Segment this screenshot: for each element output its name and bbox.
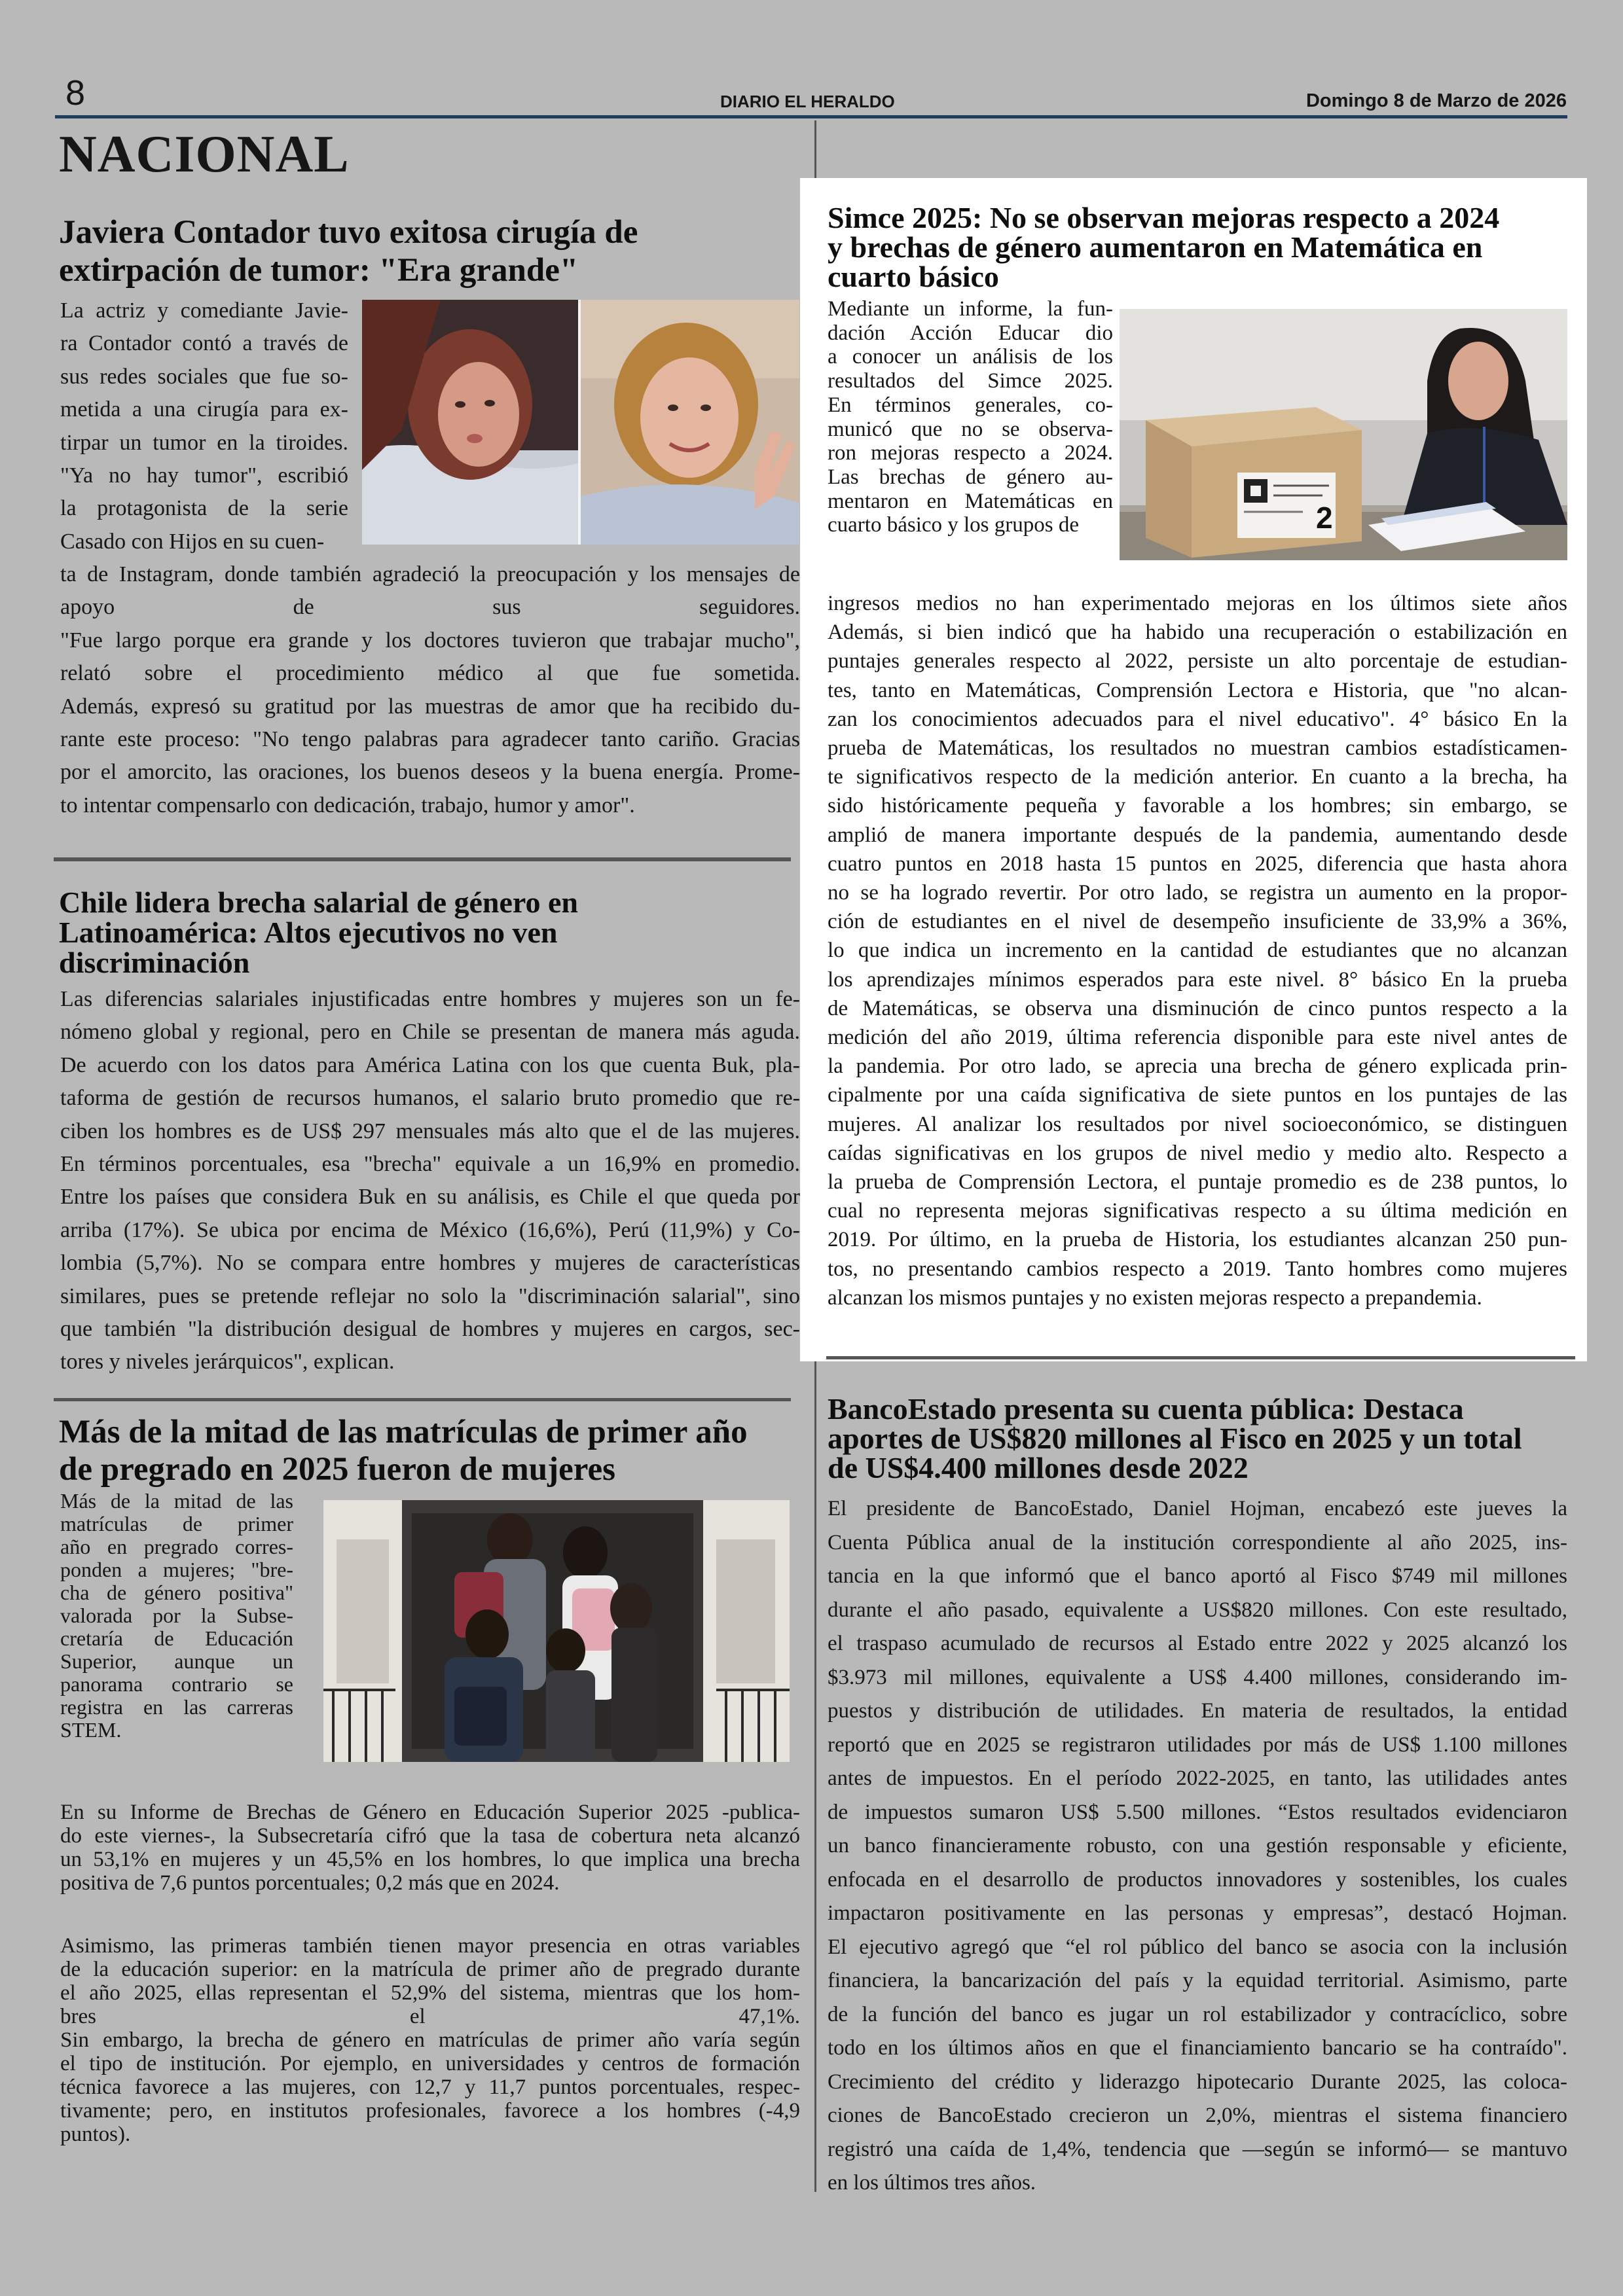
- matriculas-line: el tipo de institución. Por ejemplo, en universidades y centros de formación: [60, 2052, 800, 2075]
- brecha-salarial-line: arriba (17%). Se ubica por encima de México (16,6%), Perú (11,9%) y Co-: [60, 1217, 800, 1242]
- matriculas-line: do este viernes-, la Subsecretaría cifró que la tasa de cobertura neta alcanzó: [60, 1824, 800, 1848]
- article-separator: [54, 857, 791, 861]
- contador-line: "Fue largo porque era grande y los doctores tuvieron que trabajar mucho",: [60, 628, 800, 653]
- simce-line: cual no representa mejoras significativas respecto a su última medición en: [828, 1199, 1567, 1223]
- matriculas-line: puntos).: [60, 2123, 131, 2146]
- brecha-salarial-line: En términos porcentuales, esa "brecha" equivale a un 16,9% en promedio.: [60, 1152, 800, 1177]
- brecha-salarial-line: taforma de gestión de recursos humanos, el salario bruto promedio que re-: [60, 1086, 800, 1111]
- bancoestado-line: durante el año pasado, equivalente a US$820 millones. Con este resultado,: [828, 1598, 1567, 1622]
- simce-line: En términos generales, co-: [828, 393, 1113, 417]
- bancoestado-line: Crecimiento del crédito y liderazgo hipotecario Durante 2025, las coloca-: [828, 2070, 1567, 2094]
- brecha-salarial-line: ciben los hombres es de US$ 297 mensuales más alto que el de las mujeres.: [60, 1119, 800, 1143]
- contador-line: relató sobre el procedimiento médico al que fue sometida.: [60, 661, 800, 686]
- matriculas-body-wrap: [60, 1490, 293, 1742]
- contador-line: rante este proceso: "No tengo palabras para agradecer tanto cariño. Gracias: [60, 727, 800, 752]
- simce-photo: [1120, 309, 1567, 560]
- simce-line: te significativos respecto de la medición anterior. En cuanto a la brecha, ha: [828, 765, 1567, 789]
- contador-line: por el amorcito, las oraciones, los buenos deseos y la buena energía. Prome-: [60, 760, 800, 785]
- matriculas-line: año en pregrado corres-: [60, 1535, 293, 1558]
- bancoestado-line: todo en los últimos años en que el financiamiento bancario se ha contraído".: [828, 2036, 1567, 2060]
- contador-line: ra Contador contó a través de: [60, 331, 348, 356]
- box-number: 2: [1316, 501, 1333, 535]
- matriculas-body-2: [60, 1934, 800, 2146]
- contador-photo: [362, 300, 799, 545]
- simce-body: [828, 589, 1567, 1312]
- simce-line: caídas significativas en los grupos de nivel medio y medio alto. Respecto a: [828, 1141, 1567, 1165]
- matriculas-line: Asimismo, las primeras también tienen mayor presencia en otras variables: [60, 1934, 800, 1958]
- simce-line: mujeres. Al analizar los resultados por nivel socioeconómico, se distinguen: [828, 1112, 1567, 1136]
- bancoestado-line: registró una caída de 1,4%, tendencia que —según se informó— se mantuvo: [828, 2137, 1567, 2161]
- brecha-salarial-line: nómeno global y regional, pero en Chile se presentan de manera más aguda.: [60, 1020, 800, 1045]
- matriculas-line: cretaría de Educación: [60, 1626, 293, 1650]
- simce-line: lo que indica un incremento en la cantidad de estudiantes que no alcanzan: [828, 939, 1567, 963]
- matriculas-line: bres el 47,1%.: [60, 2005, 800, 2028]
- matriculas-line: positiva de 7,6 puntos porcentuales; 0,2 más que en 2024.: [60, 1871, 560, 1895]
- matriculas-line: Sin embargo, la brecha de género en matrículas de primer año varía según: [60, 2028, 800, 2052]
- simce-line: ción de estudiantes en el nivel de desempeño insuficiente de 33,9% a 36%,: [828, 910, 1567, 934]
- simce-line: medición del año 2019, última referencia disponible para este nivel antes de: [828, 1026, 1567, 1050]
- issue-date: Domingo 8 de Marzo de 2026: [1305, 90, 1567, 111]
- bancoestado-line: reportó que en 2025 se registraron utilidades por más de US$ 1.100 millones: [828, 1732, 1567, 1757]
- simce-line: no se ha logrado revertir. Por otro lado, se registra un aumento en la propor-: [828, 881, 1567, 905]
- matriculas-photo: [323, 1500, 790, 1762]
- simce-line: resultados del Simce 2025.: [828, 369, 1113, 393]
- simce-line: prueba de Matemáticas, los resultados no muestran cambios estadísticamen-: [828, 736, 1567, 761]
- header-rule: [55, 115, 1567, 118]
- contador-headline: Javiera Contador tuvo exitosa cirugía de extirpación de tumor: "Era grande": [59, 214, 638, 289]
- bancoestado-line: antes de impuestos. En el período 2022-2025, en tanto, las utilidades antes: [828, 1767, 1567, 1790]
- matriculas-line: matrículas de primer: [60, 1512, 293, 1535]
- article-separator: [826, 1356, 1575, 1359]
- brecha-salarial-body: [60, 983, 800, 1379]
- matriculas-line: técnica favorece a las mujeres, con 12,7 y 11,7 puntos porcentuales, respec-: [60, 2075, 800, 2099]
- contador-body: [60, 558, 800, 822]
- bancoestado-line: tancia en la que informó que el banco aportó al Fisco $749 mil millones: [828, 1564, 1567, 1588]
- contador-line: Casado con Hijos en su cuen-: [60, 529, 325, 554]
- simce-line: dación Acción Educar dio: [828, 321, 1113, 345]
- matriculas-line: de la educación superior: en la matrícula de primer año de pregrado durante: [60, 1958, 800, 1981]
- contador-line: ta de Instagram, donde también agradeció la preocupación y los mensajes de: [60, 562, 800, 586]
- brecha-salarial-line: Entre los países que considera Buk en su análisis, es Chile el que queda por: [60, 1185, 800, 1210]
- simce-line: los aprendizajes mínimos esperados para este nivel. 8° básico En la prueba: [828, 967, 1567, 992]
- matriculas-line: panorama contrario se: [60, 1672, 293, 1696]
- bancoestado-line: impactaron positivamente en las personas y empresas”, destacó Hojman.: [828, 1901, 1567, 1925]
- simce-line: amplió de manera importante después de la pandemia, aumentando desde: [828, 823, 1567, 847]
- bancoestado-line: ciones de BancoEstado crecieron un 2,0%, mientras el sistema financiero: [828, 2104, 1567, 2127]
- simce-line: Mediante un informe, la fun-: [828, 297, 1113, 321]
- section-title: NACIONAL: [59, 126, 350, 183]
- brecha-salarial-line: Las diferencias salariales injustificadas entre hombres y mujeres son un fe-: [60, 987, 800, 1011]
- simce-line: tos, no presentando cambios respecto a 2019. Tanto hombres como mujeres: [828, 1257, 1567, 1281]
- simce-line: alcanzan los mismos puntajes y no existen mejoras respecto a prepandemia.: [828, 1285, 1482, 1310]
- bancoestado-body: [828, 1492, 1567, 2200]
- contador-body-wrap: [60, 295, 348, 558]
- bancoestado-line: enfocada en el desarrollo de productos innovadores y sostenibles, los cuales: [828, 1867, 1567, 1892]
- contador-line: tirpar un tumor en la tiroides.: [60, 430, 348, 455]
- simce-line: mentaron en Matemáticas en: [828, 489, 1113, 513]
- simce-line: la pandemia. Por otro lado, se aprecia una brecha de género explicada prin-: [828, 1054, 1567, 1079]
- matriculas-line: ponden a mujeres; "bre-: [60, 1558, 293, 1581]
- simce-line: a conocer un análisis de los: [828, 345, 1113, 369]
- brecha-salarial-line: similares, pues se pretende reflejar no solo la "discriminación salarial", sino: [60, 1283, 800, 1308]
- matriculas-headline: Más de la mitad de las matrículas de primer año de pregrado en 2025 fueron de mujeres: [59, 1414, 748, 1488]
- matriculas-line: valorada por la Subse-: [60, 1604, 293, 1627]
- simce-line: Además, si bien indicó que ha habido una recuperación o estabilización en: [828, 620, 1567, 645]
- bancoestado-line: el traspaso acumulado de recursos al Estado entre 2022 y 2025 alcanzó los: [828, 1632, 1567, 1655]
- bancoestado-line: Cuenta Pública anual de la institución correspondiente al año 2025, ins-: [828, 1530, 1567, 1554]
- simce-line: ingresos medios no han experimentado mejoras en los últimos siete años: [828, 592, 1567, 615]
- simce-line: sido históricamente pequeña y favorable a los hombres; sin embargo, se: [828, 794, 1567, 818]
- bancoestado-line: El ejecutivo agregó que “el rol público del banco se asocia con la inclusión: [828, 1935, 1567, 1959]
- brecha-salarial-line: que también "la distribución desigual de hombres y mujeres en cargos, sec-: [60, 1317, 800, 1342]
- article-separator: [54, 1398, 791, 1401]
- brecha-salarial-line: tores y niveles jerárquicos", explican.: [60, 1350, 395, 1374]
- contador-line: sus redes sociales que fue so-: [60, 364, 348, 389]
- contador-line: to intentar compensarlo con dedicación, trabajo, humor y amor".: [60, 793, 635, 817]
- matriculas-line: registra en las carreras: [60, 1695, 293, 1719]
- matriculas-line: En su Informe de Brechas de Género en Educación Superior 2025 -publica-: [60, 1801, 800, 1824]
- contador-line: metida a una cirugía para ex-: [60, 397, 348, 422]
- bancoestado-line: financiera, la bancarización del país y la equidad territorial. Asimismo, parte: [828, 1969, 1567, 1992]
- simce-line: la prueba de Comprensión Lectora, el puntaje promedio es de 238 puntos, lo: [828, 1170, 1567, 1194]
- matriculas-body: [60, 1801, 800, 1895]
- simce-line: de Matemáticas, se observa una disminución de cinco puntos respecto a la: [828, 996, 1567, 1020]
- matriculas-line: STEM.: [60, 1718, 122, 1742]
- bancoestado-line: puestos y distribución de utilidades. En materia de resultados, la entidad: [828, 1699, 1567, 1723]
- bancoestado-headline: BancoEstado presenta su cuenta pública: Destaca aportes de US$820 millones al Fisco en 2025 y un total de US$4.400 millones desde 2022: [828, 1392, 1522, 1484]
- matriculas-line: Superior, aunque un: [60, 1649, 293, 1673]
- contador-line: La actriz y comediante Javie-: [60, 298, 348, 323]
- matriculas-line: el año 2025, ellas representan el 52,9% del sistema, mientras que los hom-: [60, 1981, 800, 2005]
- brecha-salarial-headline: Chile lidera brecha salarial de género en Latinoamérica: Altos ejecutivos no ven discriminación: [59, 886, 579, 979]
- simce-line: ron mejoras respecto a 2024.: [828, 441, 1113, 465]
- simce-line: municó que no se observa-: [828, 417, 1113, 441]
- matriculas-line: Más de la mitad de las: [60, 1489, 293, 1513]
- contador-line: la protagonista de la serie: [60, 496, 348, 521]
- matriculas-line: tivamente; pero, en institutos profesionales, favorece a los hombres (-4,9: [60, 2099, 800, 2123]
- simce-body-wrap: [828, 297, 1113, 537]
- bancoestado-line: $3.973 mil millones, equivalente a US$ 4.400 millones, considerando im-: [828, 1665, 1567, 1689]
- simce-line: puntajes generales respecto al 2022, persiste un alto porcentaje de estudian-: [828, 649, 1567, 673]
- matriculas-line: un 53,1% en mujeres y un 45,5% en los hombres, lo que implica una brecha: [60, 1848, 800, 1871]
- bancoestado-line: en los últimos tres años.: [828, 2171, 1036, 2195]
- simce-line: cuarto básico y los grupos de: [828, 513, 1079, 537]
- simce-line: Las brechas de género au-: [828, 465, 1113, 489]
- brecha-salarial-line: lombia (5,7%). No se compara entre hombres y mujeres de características: [60, 1251, 800, 1276]
- contador-line: "Ya no hay tumor", escribió: [60, 463, 348, 488]
- contador-line: apoyo de sus seguidores.: [60, 595, 800, 620]
- simce-line: tes, tanto en Matemáticas, Comprensión Lectora e Historia, que "no alcan-: [828, 678, 1567, 702]
- bancoestado-line: de la función del banco es jugar un rol estabilizador y contracíclico, sobre: [828, 2002, 1567, 2026]
- brecha-salarial-line: De acuerdo con los datos para América Latina con los que cuenta Buk, pla-: [60, 1052, 800, 1077]
- simce-line: cuatro puntos en 2018 hasta 15 puntos en 2025, diferencia que hasta ahora: [828, 852, 1567, 876]
- bancoestado-line: El presidente de BancoEstado, Daniel Hojman, encabezó este jueves la: [828, 1497, 1567, 1520]
- newspaper-name: DIARIO EL HERALDO: [720, 92, 895, 111]
- simce-line: zan los conocimientos adecuados para el nivel educativo". 4° básico En la: [828, 707, 1567, 731]
- bancoestado-line: de impuestos sumaron US$ 5.500 millones. “Estos resultados evidenciaron: [828, 1800, 1567, 1824]
- matriculas-line: cha de género positiva": [60, 1581, 293, 1604]
- simce-line: cipalmente por una caída significativa de siete puntos en los puntajes de las: [828, 1083, 1567, 1107]
- bancoestado-line: un banco financieramente robusto, con una gestión responsable y eficiente,: [828, 1834, 1567, 1857]
- page-number: 8: [65, 73, 86, 113]
- contador-line: Además, expresó su gratitud por las muestras de amor que ha recibido du-: [60, 694, 800, 719]
- simce-line: 2019. Por último, en la prueba de Historia, los estudiantes alcanzan 250 pun-: [828, 1228, 1567, 1252]
- simce-headline: Simce 2025: No se observan mejoras respecto a 2024 y brechas de género aumentaron en Matemática en cuarto básico: [828, 201, 1500, 293]
